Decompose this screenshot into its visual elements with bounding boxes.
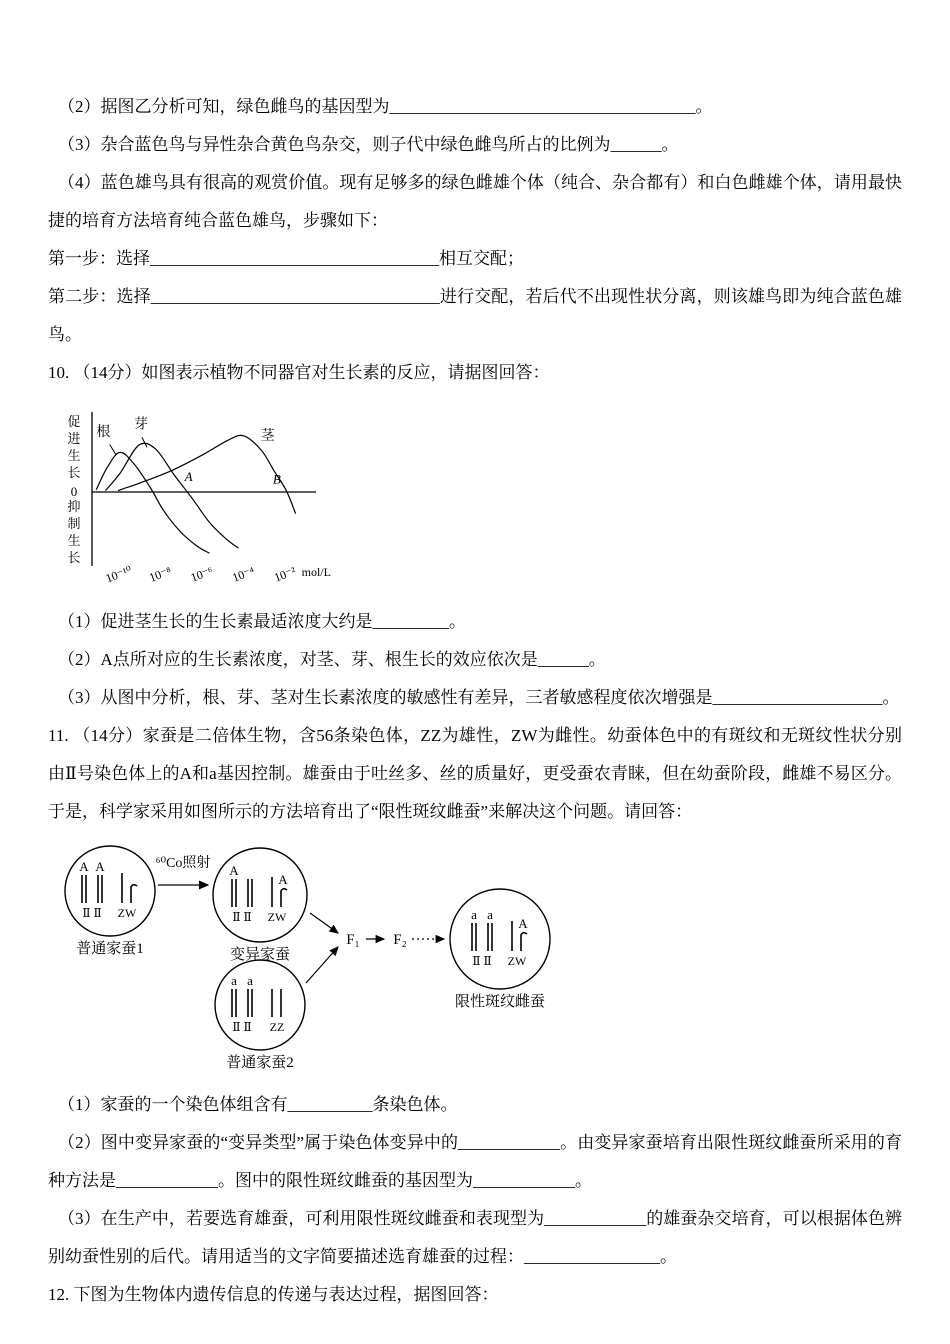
svg-text:F₂: F₂ <box>393 932 407 948</box>
svg-text:A: A <box>229 863 239 878</box>
question-9-sub3: （3）杂合蓝色鸟与异性杂合黄色鸟杂交，则子代中绿色雌鸟所占的比例为______。 <box>58 135 679 154</box>
question-11-title: 11. （14分）家蚕是二倍体生物，含56条染色体，ZZ为雄性，ZW为雌性。幼蚕体色中的有斑纹和无斑纹性状分别由Ⅱ号染色体上的A和a基因控制。雄蚕由于吐丝多、丝的质量好，更受蚕农青睐，但在幼蚕阶段，雌雄不易区分。于是，科学家采用如图所示的方法培育出了“限性斑纹雌蚕”来解决这个问题。请回答： <box>48 726 902 821</box>
question-9-step2: 第二步：选择__________________________________进行交配，若后代不出现性状分离，则该雄鸟即为纯合蓝色雄鸟。 <box>48 287 902 344</box>
question-10-sub1: （1）促进茎生长的生长素最适浓度大约是_________。 <box>58 612 466 631</box>
auxin-chart-figure <box>54 396 902 597</box>
svg-text:长: 长 <box>67 465 81 480</box>
svg-text:A: A <box>95 859 105 874</box>
svg-text:a: a <box>487 907 493 922</box>
question-9-sub2: （2）据图乙分析可知，绿色雌鸟的基因型为____________________________________。 <box>58 97 713 116</box>
svg-text:a: a <box>247 973 253 988</box>
svg-text:Ⅱ Ⅱ: Ⅱ Ⅱ <box>232 910 252 924</box>
svg-text:生: 生 <box>67 448 81 463</box>
svg-text:Ⅱ Ⅱ: Ⅱ Ⅱ <box>472 954 492 968</box>
svg-text:Ⅱ Ⅱ: Ⅱ Ⅱ <box>82 906 102 920</box>
svg-text:促: 促 <box>67 414 81 429</box>
svg-text:抑: 抑 <box>67 499 81 514</box>
question-10-sub2: （2）A点所对应的生长素浓度，对茎、芽、根生长的效应依次是______。 <box>58 650 606 669</box>
svg-text:茎: 茎 <box>260 429 275 445</box>
svg-text:a: a <box>471 907 477 922</box>
svg-text:A: A <box>79 859 89 874</box>
silkworm-figure <box>48 837 902 1084</box>
question-11-sub2: （2）图中变异家蚕的“变异类型”属于染色体变异中的____________。由变异家蚕培育出限性斑纹雌蚕所采用的育种方法是____________。图中的限性斑纹雌蚕的基因型为____________。 <box>48 1133 902 1190</box>
svg-text:限性斑纹雌蚕: 限性斑纹雌蚕 <box>454 994 546 1010</box>
question-10-sub3: （3）从图中分析，根、芽、茎对生长素浓度的敏感性有差异，三者敏感程度依次增强是____________________。 <box>58 688 900 707</box>
svg-text:A: A <box>184 469 193 485</box>
question-12-title: 12. 下图为生物体内遗传信息的传递与表达过程，据图回答： <box>48 1285 499 1304</box>
svg-text:A: A <box>278 872 288 887</box>
svg-text:Ⅱ Ⅱ: Ⅱ Ⅱ <box>232 1020 252 1034</box>
svg-text:a: a <box>231 973 237 988</box>
silkworm-breeding-diagram <box>48 837 608 1079</box>
question-11-sub1: （1）家蚕的一个染色体组含有__________条染色体。 <box>58 1095 458 1114</box>
svg-text:0: 0 <box>70 484 78 499</box>
svg-text:普通家蚕2: 普通家蚕2 <box>226 1055 294 1071</box>
question-11-sub3: （3）在生产中，若要选育雄蚕，可利用限性斑纹雌蚕和表现型为____________的雄蚕杂交培育，可以根据体色辨别幼蚕性别的后代。请用适当的文字简要描述选育雄蚕的过程：________________。 <box>48 1209 902 1266</box>
svg-text:普通家蚕1: 普通家蚕1 <box>76 941 144 957</box>
svg-text:mol/L: mol/L <box>301 565 331 579</box>
svg-text:长: 长 <box>67 550 81 565</box>
svg-text:10⁻¹⁰: 10⁻¹⁰ <box>103 563 134 586</box>
svg-text:ZW: ZW <box>507 954 527 968</box>
auxin-response-chart <box>54 396 354 592</box>
svg-text:进: 进 <box>67 431 81 446</box>
svg-text:ZW: ZW <box>117 906 137 920</box>
svg-text:A: A <box>518 916 528 931</box>
svg-text:10⁻⁶: 10⁻⁶ <box>188 563 215 585</box>
svg-text:ZW: ZW <box>267 910 287 924</box>
svg-text:⁶⁰Co照射: ⁶⁰Co照射 <box>155 856 211 871</box>
svg-text:制: 制 <box>67 516 81 531</box>
question-9-step1: 第一步：选择__________________________________相互交配； <box>48 249 524 268</box>
svg-text:10⁻⁴: 10⁻⁴ <box>230 563 257 585</box>
question-9-sub4: （4）蓝色雄鸟具有很高的观赏价值。现有足够多的绿色雌雄个体（纯合、杂合都有）和白色雌雄个体，请用最快捷的培育方法培育纯合蓝色雄鸟，步骤如下： <box>48 173 902 230</box>
svg-text:F₁: F₁ <box>346 932 360 948</box>
svg-text:根: 根 <box>96 424 111 440</box>
svg-text:10⁻²: 10⁻² <box>272 563 298 585</box>
svg-text:芽: 芽 <box>133 417 148 433</box>
question-10-title: 10. （14分）如图表示植物不同器官对生长素的反应，请据图回答： <box>48 363 550 382</box>
svg-text:ZZ: ZZ <box>269 1020 285 1034</box>
svg-text:10⁻⁸: 10⁻⁸ <box>147 563 174 585</box>
svg-text:生: 生 <box>67 533 81 548</box>
svg-text:变异家蚕: 变异家蚕 <box>229 947 291 963</box>
svg-text:B: B <box>272 471 281 487</box>
